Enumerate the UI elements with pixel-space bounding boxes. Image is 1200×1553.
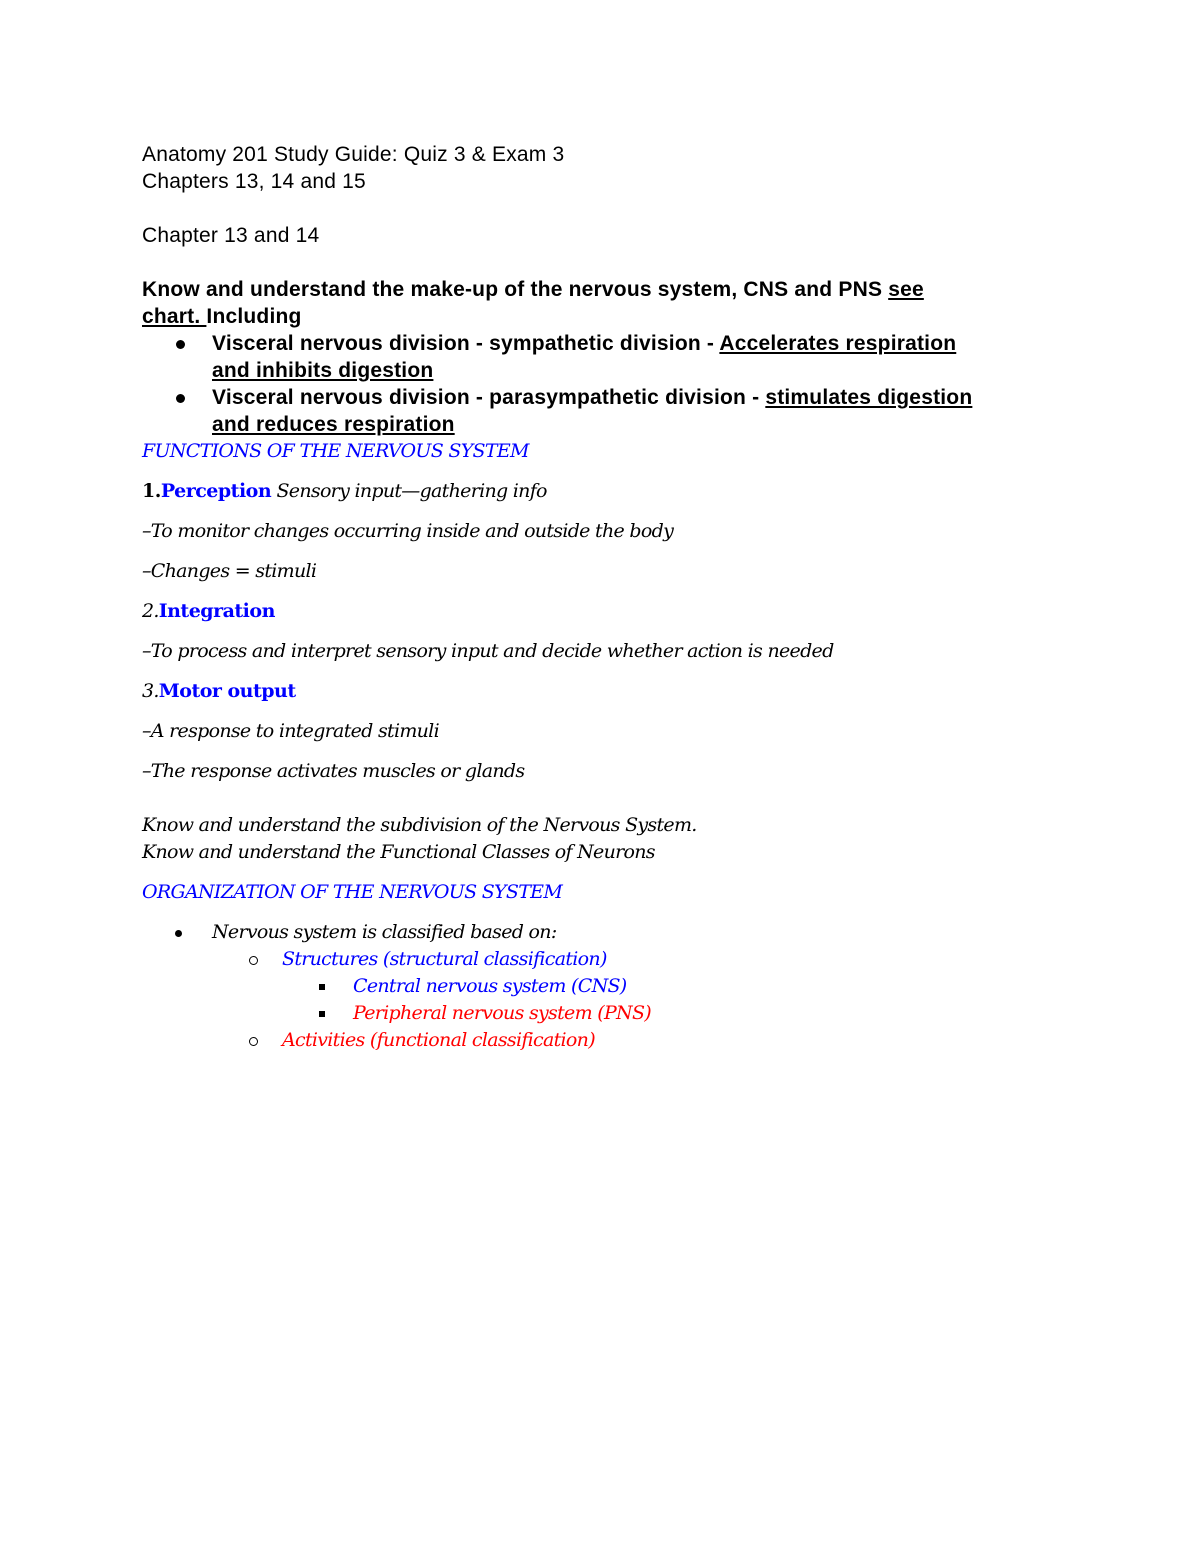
circle-bullet-icon — [249, 1037, 258, 1046]
bullet-icon — [176, 340, 185, 349]
function-detail: –To process and interpret sensory input and decide whether action is needed — [142, 640, 834, 662]
square-bullet-icon — [319, 1011, 325, 1017]
bullet-icon — [175, 930, 182, 937]
document-content — [142, 141, 1082, 1054]
list-item-structures: Structures (structural classification) — [142, 946, 1082, 973]
list-item-cns: Central nervous system (CNS) — [142, 973, 1082, 1000]
function-perception: 1.Perception Sensory input—gathering info — [142, 480, 547, 502]
function-detail: –A response to integrated stimuli — [142, 720, 439, 742]
list-item-pns: Peripheral nervous system (PNS) — [142, 1000, 1082, 1027]
list-item-parasympathetic: Visceral nervous division - parasympathetic division - stimulates digestion and reduces respiration — [142, 384, 1082, 438]
see-chart-link-cont[interactable]: chart. — [142, 305, 207, 328]
doc-title: Anatomy 201 Study Guide: Quiz 3 & Exam 3 — [142, 143, 565, 166]
square-bullet-icon — [319, 984, 325, 990]
circle-bullet-icon — [249, 956, 258, 965]
list-item-sympathetic: Visceral nervous division - sympathetic division - Accelerates respiration and inhibits digestion — [142, 330, 1082, 384]
know-line-2: Know and understand the Functional Classes of Neurons — [142, 841, 655, 863]
intro-line-2: chart. Including — [142, 305, 302, 328]
functions-heading: FUNCTIONS OF THE NERVOUS SYSTEM — [142, 440, 529, 462]
function-detail: –The response activates muscles or glands — [142, 760, 525, 782]
intro-line-1: Know and understand the make-up of the nervous system, CNS and PNS see — [142, 278, 924, 301]
function-detail: –Changes = stimuli — [142, 560, 317, 582]
list-item-classified: Nervous system is classified based on: — [142, 919, 1082, 946]
know-line-1: Know and understand the subdivision of the Nervous System. — [142, 814, 697, 836]
see-chart-link[interactable]: see — [888, 278, 924, 301]
function-detail: –To monitor changes occurring inside and outside the body — [142, 520, 674, 542]
list-item-activities: Activities (functional classification) — [142, 1027, 1082, 1054]
bullet-icon — [176, 394, 185, 403]
function-motor-output: 3.Motor output — [142, 680, 296, 702]
chapters-line: Chapters 13, 14 and 15 — [142, 170, 366, 193]
function-integration: 2.Integration — [142, 600, 275, 622]
organization-heading: ORGANIZATION OF THE NERVOUS SYSTEM — [142, 881, 563, 903]
section-heading: Chapter 13 and 14 — [142, 224, 320, 247]
